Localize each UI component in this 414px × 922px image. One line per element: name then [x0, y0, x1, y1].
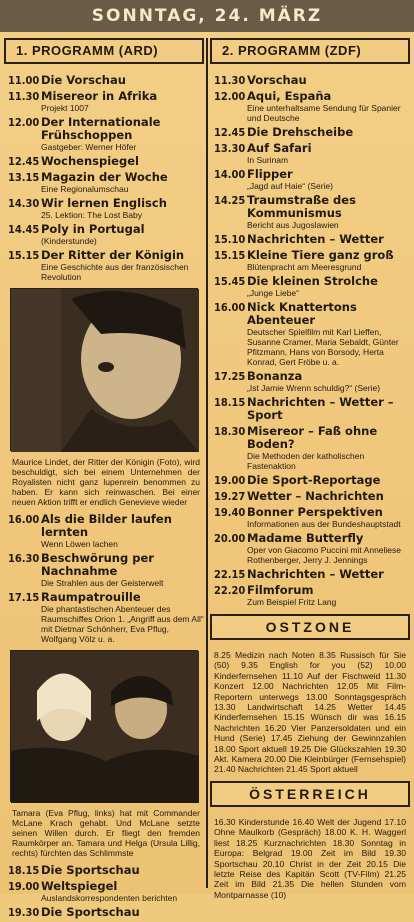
program-title: Die Vorschau: [41, 73, 126, 87]
oesterreich-heading: ÖSTERREICH: [210, 781, 410, 807]
raumpatrouille-photo: [10, 650, 198, 802]
program-entry: [4, 880, 204, 903]
program-content: [247, 568, 410, 581]
program-time: 15.15: [8, 249, 40, 262]
program-title: Bonner Perspektiven: [247, 505, 383, 519]
program-description: „Jagd auf Haie“ (Serie): [247, 181, 333, 191]
program-entry: [210, 425, 410, 471]
program-entry: [210, 233, 410, 246]
program-title: Der Ritter der Königin: [41, 248, 185, 262]
zdf-heading: 2. PROGRAMM (ZDF): [210, 38, 410, 64]
program-description: Informationen aus der Bundeshauptstadt: [247, 519, 401, 529]
program-title: Die Sportschau: [41, 863, 140, 877]
program-content: [247, 301, 410, 367]
program-description: In Surinam: [247, 155, 289, 165]
program-content: [247, 370, 410, 393]
program-time: 15.15: [214, 249, 246, 262]
program-title: Raumpatrouille: [41, 590, 141, 604]
program-time: 19.30: [8, 906, 40, 919]
program-description: Eine Regionalumschau: [41, 184, 129, 194]
program-entry: [4, 552, 204, 588]
program-entry: [210, 301, 410, 367]
program-description: Blütenpracht am Meeresgrund: [247, 262, 362, 272]
program-time: 11.00: [8, 74, 40, 87]
program-entry: [210, 168, 410, 191]
ard-list-c: [4, 864, 204, 919]
program-content: [247, 275, 410, 298]
program-time: 14.45: [8, 223, 40, 236]
ostzone-text: 8.25 Medizin nach Noten 8.35 Russisch für Sie (50) 9.35 English for you (52) 10.00 Kinderfernsehen 11.10 Auf der Fischweid 11.30 Konzert 12.00 Nachrichten 12.05 Mit Film-Reportern unterwegs 13.00 Sonntagsgespräch 13.30 Landwirtschaft 14.25 Wetter 14.45 Kinderfernsehen 15.15 Wünsch dir was 16.15 Nachrichten 16.20 Vier Panzersoldaten und ein Hund (Serie) 17.45 Ziehung der Gewinnzahlen 18.00 Sport aktuell 19.25 Die Glückszahlen 19.30 Akt. Kamera 20.00 Die Kleinbürger (Fernsehspiel) 21.40 Nachrichten 21.45 Sport aktuell: [214, 650, 406, 775]
program-description: Zum Beispiel Fritz Lang: [247, 597, 337, 607]
program-title: Auf Safari: [247, 141, 312, 155]
program-content: [41, 197, 204, 220]
program-entry: [4, 864, 204, 877]
program-entry: [210, 275, 410, 298]
ritter-photo: [10, 288, 198, 451]
program-content: [247, 126, 410, 139]
program-time: 12.45: [8, 155, 40, 168]
program-title: Nachrichten – Wetter: [247, 567, 384, 581]
program-entry: [4, 116, 204, 152]
program-entry: [210, 490, 410, 503]
program-description: Die Strahlen aus der Geisterwelt: [41, 578, 164, 588]
program-content: [247, 74, 410, 87]
program-description: Projekt 1007: [41, 103, 89, 113]
program-entry: [210, 90, 410, 123]
program-entry: [210, 506, 410, 529]
program-title: Die Sport-Reportage: [247, 473, 381, 487]
zdf-column: [210, 38, 410, 906]
program-entry: [4, 249, 204, 282]
program-content: [247, 249, 410, 272]
program-content: [247, 194, 410, 230]
program-title: Bonanza: [247, 369, 303, 383]
program-title: Magazin der Woche: [41, 170, 168, 184]
program-title: Nachrichten – Wetter – Sport: [247, 395, 394, 422]
program-entry: [4, 223, 204, 246]
program-content: [247, 90, 410, 123]
program-time: 19.40: [214, 506, 246, 519]
program-time: 14.30: [8, 197, 40, 210]
program-time: 17.15: [8, 591, 40, 604]
program-content: [247, 168, 410, 191]
program-title: Die Drehscheibe: [247, 125, 354, 139]
program-content: [41, 223, 204, 246]
program-entry: [4, 171, 204, 194]
program-title: Misereor in Afrika: [41, 89, 158, 103]
program-time: 22.15: [214, 568, 246, 581]
program-content: [247, 584, 410, 607]
program-entry: [210, 584, 410, 607]
program-description: Deutscher Spielfilm mit Karl Lieffen, Susanne Cramer, Maria Sebaldt, Günter Pfitzmann, Hans von Borsody, Herta Konrad, Gert Fröbe u. a.: [247, 327, 399, 367]
program-content: [41, 552, 204, 588]
program-title: Weltspiegel: [41, 879, 118, 893]
program-time: 12.00: [8, 116, 40, 129]
program-time: 11.30: [8, 90, 40, 103]
ard-list-b: [4, 513, 204, 644]
program-title: Wetter – Nachrichten: [247, 489, 384, 503]
program-description: Eine unterhaltsame Sendung für Spanier und Deutsche: [247, 103, 401, 123]
oesterreich-text: 16.30 Kinderstunde 16.40 Welt der Jugend 17.10 Ohne Maulkorb (Gespräch) 18.00 K. H. Waggerl liest 18.25 Kurznachrichten 18.30 Sonntag in Europa: Belgrad 19.00 Zeit im Bild 19.30 Sportschau 20.10 Christ in der Zeit 20.15 Die letzte Reise des Kapitän Scott (TV-Film) 21.25 Zeit im Bild 21.35 Die hellen Stunden vom Montparnasse (10): [214, 816, 406, 900]
program-entry: [4, 906, 204, 919]
program-time: 18.30: [214, 425, 246, 438]
program-content: [41, 864, 204, 877]
program-content: [247, 532, 410, 565]
column-divider: [206, 38, 208, 888]
program-time: 19.00: [214, 474, 246, 487]
program-entry: [210, 194, 410, 230]
program-content: [41, 171, 204, 194]
program-time: 12.00: [214, 90, 246, 103]
program-entry: [210, 396, 410, 422]
program-description: Oper von Giacomo Puccini mit Anneliese Rothenberger, Jerry J. Jennings: [247, 545, 402, 565]
program-title: Wir lernen Englisch: [41, 196, 167, 210]
program-content: [247, 396, 410, 422]
program-description: Eine Geschichte aus der französischen Revolution: [41, 262, 189, 282]
program-time: 15.10: [214, 233, 246, 246]
page-title: SONNTAG, 24. MÄRZ: [0, 0, 414, 32]
program-time: 12.45: [214, 126, 246, 139]
program-title: Flipper: [247, 167, 293, 181]
program-title: Nick Knattertons Abenteuer: [247, 300, 357, 327]
program-content: [41, 513, 204, 549]
program-time: 18.15: [214, 396, 246, 409]
program-description: 25. Lektion: The Lost Baby: [41, 210, 142, 220]
program-title: Kleine Tiere ganz groß: [247, 248, 394, 262]
program-description: Bericht aus Jugoslawien: [247, 220, 339, 230]
ritter-caption: Maurice Lindet, der Ritter der Königin (Foto), wird beschuldigt, sich bei einem Unternehmen der Royalisten nicht ganz lupenrein benommen zu haben. Er kann sich reinwaschen. Bei einer neuen Aktion trifft er endlich Genevieve wieder: [12, 457, 200, 507]
program-entry: [4, 591, 204, 644]
program-entry: [210, 474, 410, 487]
program-title: Misereor – Faß ohne Boden?: [247, 424, 378, 451]
program-time: 22.20: [214, 584, 246, 597]
program-time: 19.27: [214, 490, 246, 503]
program-description: „Junge Liebe“: [247, 288, 299, 298]
program-title: Vorschau: [247, 73, 307, 87]
program-content: [41, 90, 204, 113]
program-content: [41, 591, 204, 644]
program-title: Filmforum: [247, 583, 314, 597]
ritter-portrait-image: [11, 289, 199, 452]
program-entry: [4, 513, 204, 549]
program-entry: [210, 142, 410, 165]
ard-column: [4, 38, 204, 922]
program-title: Madame Butterfly: [247, 531, 364, 545]
program-time: 16.00: [8, 513, 40, 526]
program-time: 18.15: [8, 864, 40, 877]
program-title: Die Sportschau: [41, 905, 140, 919]
program-time: 13.15: [8, 171, 40, 184]
program-content: [41, 880, 204, 903]
ostzone-heading: OSTZONE: [210, 614, 410, 640]
program-description: Auslandskorrespondenten berichten: [41, 893, 178, 903]
program-time: 14.25: [214, 194, 246, 207]
program-title: Poly in Portugal: [41, 222, 145, 236]
program-title: Nachrichten – Wetter: [247, 232, 384, 246]
program-title: Der Internationale Frühschoppen: [41, 115, 161, 142]
program-time: 19.00: [8, 880, 40, 893]
program-description: „Ist Jamie Wrenn schuldig?“ (Serie): [247, 383, 381, 393]
program-time: 11.30: [214, 74, 246, 87]
program-content: [41, 74, 204, 87]
program-entry: [210, 532, 410, 565]
program-entry: [210, 249, 410, 272]
program-content: [247, 233, 410, 246]
program-time: 16.00: [214, 301, 246, 314]
program-time: 15.45: [214, 275, 246, 288]
program-content: [41, 249, 204, 282]
program-content: [41, 155, 204, 168]
program-time: 13.30: [214, 142, 246, 155]
program-entry: [210, 126, 410, 139]
program-entry: [210, 370, 410, 393]
program-time: 16.30: [8, 552, 40, 565]
program-content: [247, 490, 410, 503]
program-time: 14.00: [214, 168, 246, 181]
program-entry: [4, 90, 204, 113]
program-description: Die Methoden der katholischen Fastenaktion: [247, 451, 365, 471]
program-content: [41, 116, 204, 152]
program-title: Beschwörung per Nachnahme: [41, 551, 154, 578]
program-entry: [4, 155, 204, 168]
program-entry: [4, 197, 204, 220]
program-content: [247, 474, 410, 487]
program-description: Wenn Löwen lachen: [41, 539, 118, 549]
program-content: [247, 506, 410, 529]
raumpatrouille-scene-image: [11, 651, 199, 803]
program-time: 20.00: [214, 532, 246, 545]
program-content: [247, 142, 410, 165]
ard-heading: 1. PROGRAMM (ARD): [4, 38, 204, 64]
program-title: Die kleinen Strolche: [247, 274, 378, 288]
program-description: Die phantastischen Abenteuer des Raumschiffes Orion 1. „Angriff aus dem All“ mit Dietmar Schönherr, Eva Pflug, Wolfgang Völz u. a.: [41, 604, 204, 644]
program-entry: [4, 74, 204, 87]
program-description: (Kinderstunde): [41, 236, 97, 246]
program-content: [41, 906, 204, 919]
program-description: Gastgeber: Werner Höfer: [41, 142, 137, 152]
program-title: Traumstraße des Kommunismus: [247, 193, 356, 220]
program-entry: [210, 568, 410, 581]
program-title: Wochenspiegel: [41, 154, 139, 168]
program-time: 17.25: [214, 370, 246, 383]
raumpatrouille-caption: Tamara (Eva Pflug, links) hat mit Commander McLane Krach gehabt. Und McLane setzte seinen Willen durch. Er fliegt den fremden Raumkörper an. Tamara und Helga (Ursula Lillig, rechts) fürchten das Schlimmste: [12, 808, 200, 858]
program-entry: [210, 74, 410, 87]
zdf-list: [210, 74, 410, 607]
program-title: Als die Bilder laufen lernten: [41, 512, 172, 539]
program-content: [247, 425, 410, 471]
ard-list-a: [4, 74, 204, 282]
program-title: Aqui, España: [247, 89, 332, 103]
